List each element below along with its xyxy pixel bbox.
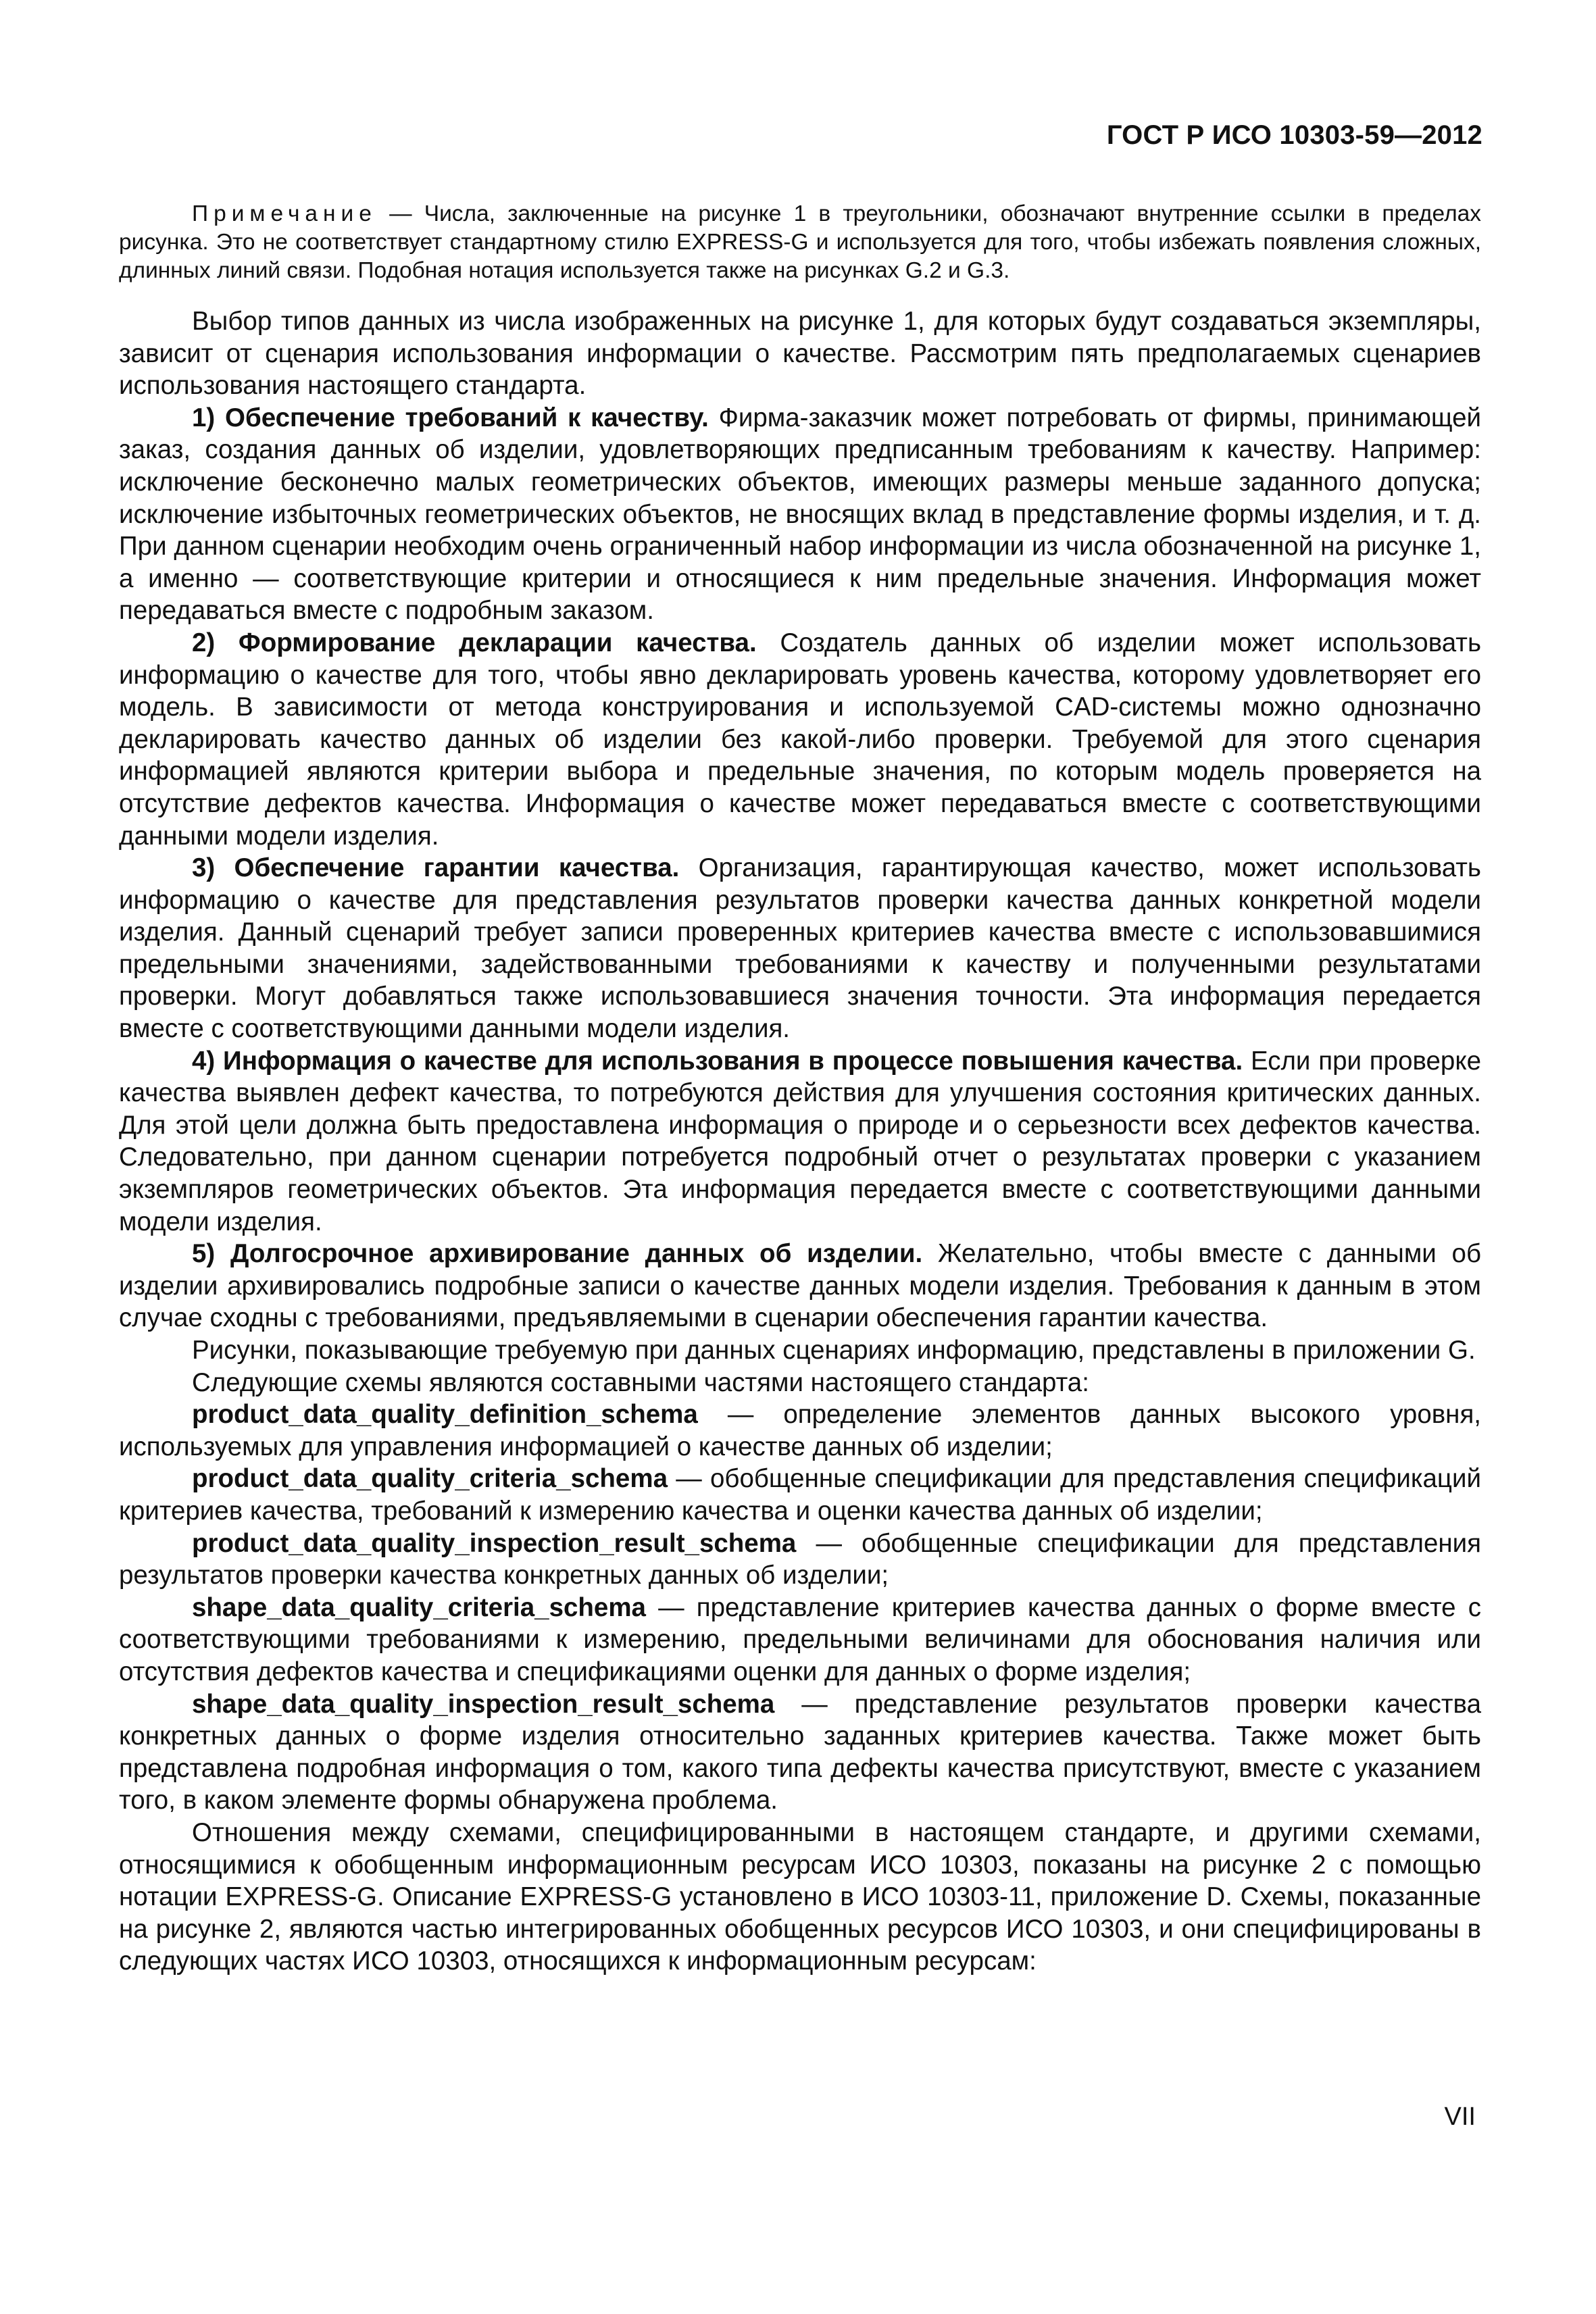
scenario-2-heading: 2) Формирование декларации качества. bbox=[192, 628, 757, 657]
schema-description: — обобщенные спецификации для представления результатов проверки качества конкретных данных об изделии; bbox=[119, 1528, 1481, 1590]
shape-criteria-paragraph bbox=[119, 1592, 1481, 1688]
scenario-3-paragraph bbox=[119, 852, 1481, 1045]
schemas-intro-paragraph bbox=[119, 1367, 1481, 1399]
schema-description: — представление критериев качества данных о форме вместе с соответствующими требованиями к измерению, предельными величинами для обоснования наличия или отсутствия дефектов качества и спецификациями оценки для данных о форме изделия; bbox=[119, 1592, 1481, 1686]
scenario-4-text: Если при проверке качества выявлен дефект качества, то потребуются действия для улучшения состояния критических данных. Для этой цели должна быть предоставлена информация о природе и о серьезности всех дефектов качества. Следовательно, при данном сценарии потребуется подробный отчет о результатах проверки с указанием экземпляров геометрических объектов. Эта информация передается вместе с соответствующими данными модели изделия. bbox=[119, 1046, 1482, 1236]
scenario-5-heading: 5) Долгосрочное архивирование данных об изделии. bbox=[192, 1239, 923, 1269]
schema-name: product_data_quality_definition_schema bbox=[192, 1400, 698, 1430]
schema-description: — определение элементов данных высокого уровня, используемых для управления информацией о качестве данных об изделии; bbox=[119, 1400, 1481, 1461]
schema-description: — представление результатов проверки качества конкретных данных о форме изделия относительно заданных критериев качества. Также может быть представлена подробная информация о том, какого типа дефекты качества присутствуют, вместе с указанием того, в каком элементе формы обнаружена проблема. bbox=[119, 1689, 1481, 1815]
figures-paragraph bbox=[119, 1334, 1481, 1367]
paragraph-intro bbox=[119, 305, 1481, 402]
scenario-5-text: Желательно, чтобы вместе с данными об изделии архивировались подробные записи о качестве данных модели изделия. Требования к данным в этом случае сходны с требованиями, предъявляемыми в сценарии обеспечения гарантии качества. bbox=[119, 1239, 1481, 1333]
schema-definition-paragraph bbox=[119, 1399, 1481, 1463]
note-text: — Числа, заключенные на рисунке 1 в треугольники, обозначают внутренние ссылки в пределах рисунка. Это не соответствует стандартному стилю EXPRESS-G и используется для того, чтобы избежать появления сложных, длинных линий связи. Подобная нотация используется также на рисунках G.2 и G.3. bbox=[119, 201, 1481, 283]
schema-description: — обобщенные спецификации для представления спецификаций критериев качества, требований к измерению качества и оценки качества данных об изделии; bbox=[119, 1464, 1481, 1526]
note-label: Примечание bbox=[192, 201, 377, 226]
schema-name: shape_data_quality_inspection_result_schema bbox=[192, 1689, 775, 1719]
document-header: ГОСТ Р ИСО 10303-59—2012 bbox=[1106, 120, 1482, 150]
page-number: VII bbox=[1444, 2103, 1476, 2131]
scenario-1-heading: 1) Обеспечение требований к качеству. bbox=[192, 403, 709, 432]
paragraph-text: Следующие схемы являются составными частями настоящего стандарта: bbox=[192, 1367, 1089, 1397]
schema-name: product_data_quality_inspection_result_schema bbox=[192, 1528, 797, 1558]
paragraph-text: Рисунки, показывающие требуемую при данных сценариях информацию, представлены в приложении G. bbox=[192, 1336, 1476, 1365]
schema-name: product_data_quality_criteria_schema bbox=[192, 1464, 668, 1494]
schema-criteria-paragraph bbox=[119, 1463, 1481, 1527]
scenario-2-paragraph bbox=[119, 627, 1481, 852]
paragraph-text: Отношения между схемами, специфицированными в настоящем стандарте, и другими схемами, относящимися к обобщенным информационным ресурсам ИСО 10303, показаны на рисунке 2 с помощью нотации EXPRESS-G. Описание EXPRESS-G установлено в ИСО 10303-11, приложение D. Схемы, показанные на рисунке 2, являются частью интегрированных обобщенных ресурсов ИСО 10303, и они специфицированы в следующих частях ИСО 10303, относящихся к информационным ресурсам: bbox=[119, 1817, 1481, 1976]
scenario-4-heading: 4) Информация о качестве для использования в процессе повышения качества. bbox=[192, 1046, 1243, 1076]
scenario-3-heading: 3) Обеспечение гарантии качества. bbox=[192, 853, 680, 883]
schema-inspection-result-paragraph bbox=[119, 1528, 1481, 1592]
scenario-4-paragraph bbox=[119, 1045, 1481, 1238]
paragraph-text: Выбор типов данных из числа изображенных на рисунке 1, для которых будут создаваться экземпляры, зависит от сценария использования информации о качестве. Рассмотрим пять предполагаемых сценариев использования настоящего стандарта. bbox=[119, 307, 1481, 401]
scenario-5-paragraph bbox=[119, 1238, 1481, 1334]
schema-name: shape_data_quality_criteria_schema bbox=[192, 1592, 646, 1622]
scenario-2-text: Создатель данных об изделии может использовать информацию о качестве для того, чтобы явно декларировать уровень качества, которому удовлетворяет его модель. В зависимости от метода конструирования и используемой CAD-системы можно однозначно декларировать качество данных об изделии без какой-либо проверки. Требуемой для этого сценария информацией являются критерии выбора и предельные значения, по которым модель проверяется на отсутствие дефектов качества. Информация о качестве может передаваться вместе с соответствующими данными модели изделия. bbox=[119, 628, 1481, 851]
scenario-1-paragraph bbox=[119, 402, 1481, 627]
shape-inspection-result-paragraph bbox=[119, 1688, 1481, 1817]
relations-paragraph bbox=[119, 1817, 1481, 1978]
note-paragraph bbox=[119, 200, 1481, 285]
scenario-3-text: Организация, гарантирующая качество, может использовать информацию о качестве для представления результатов проверки качества данных конкретной модели изделия. Данный сценарий требует записи проверенных критериев качества вместе с использовавшимися предельными значениями, задействованными требованиями к качеству и полученными результатами проверки. Могут добавляться также использовавшиеся значения точности. Эта информация передается вместе с соответствующими данными модели изделия. bbox=[119, 853, 1481, 1044]
scenario-1-text: Фирма-заказчик может потребовать от фирмы, принимающей заказ, создания данных об изделии, удовлетворяющих предписанным требованиям к качеству. Например: исключение бесконечно малых геометрических объектов, имеющих размеры меньше заданного допуска; исключение избыточных геометрических объектов, не вносящих вклад в представление формы изделия, и т. д. При данном сценарии необходим очень ограниченный набор информации из числа обозначенной на рисунке 1, а именно — соответствующие критерии и относящиеся к ним предельные значения. Информация может передаваться вместе с подробным заказом. bbox=[119, 403, 1481, 626]
document-body bbox=[119, 200, 1481, 1978]
